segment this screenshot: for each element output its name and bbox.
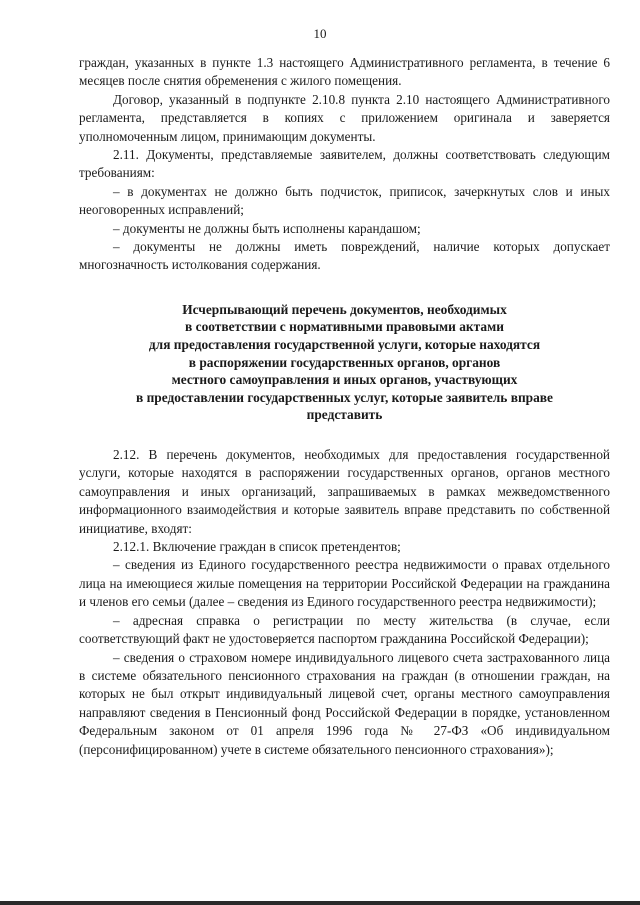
document-list-item: – сведения о страховом номере индивидуального лицевого счета застрахованного лица в системе обязательного пенсионного страхования на граждан (в отношении граждан, на которых не был открыт индивидуальный лицевой счет, органы местного самоуправления направляют сведения в Пенсионный фонд Российской Федерации в порядке, установленном Федеральным законом от 01 апреля 1996 года № 27-ФЗ «Об индивидуальном (персонифицированном) учете в системе обязательного пенсионного страхования»); (79, 649, 610, 757)
document-list-item: – сведения из Единого государственного реестра недвижимости о правах отдельного лица на имеющиеся жилые помещения на территории Российской Федерации на гражданина и членов его семьи (далее – сведения из Единого государственного реестра недвижимости); (79, 557, 610, 610)
page-number: 10 (313, 26, 327, 41)
heading-line: представить (306, 407, 383, 423)
section-heading (79, 301, 610, 424)
paragraph-contract: Договор, указанный в подпункте 2.10.8 пункта 2.10 настоящего Административного регламента, представляется в копиях с приложением оригинала и заверяется уполномоченным лицом, принимающим документы. (79, 91, 610, 144)
paragraph-2-11: 2.11. Документы, представляемые заявителем, должны соответствовать следующим требованиям: (79, 147, 610, 181)
paragraph-2-12-1: 2.12.1. Включение граждан в список претендентов; (113, 539, 401, 555)
heading-line: для предоставления государственной услуги, которые находятся (148, 337, 541, 353)
heading-line: в соответствии с нормативными правовыми актами (185, 319, 504, 335)
requirement-item: – в документах не должно быть подчисток, приписок, зачеркнутых слов и иных неоговоренных исправлений; (79, 183, 610, 218)
heading-line: местного самоуправления и иных органов, участвующих (171, 372, 518, 388)
paragraph-continuation: граждан, указанных в пункте 1.3 настоящего Административного регламента, в течение 6 месяцев после снятия обременения с жилого помещения. (79, 55, 610, 89)
heading-line: Исчерпывающий перечень документов, необходимых (182, 301, 507, 317)
requirement-item: – документы не должны иметь повреждений, наличие которых допускает многозначность истолкования содержания. (79, 239, 610, 273)
paragraph-2-12: 2.12. В перечень документов, необходимых для предоставления государственной услуги, которые находятся в распоряжении государственных органов, органов местного самоуправления и иных организаций, запрашиваемых в рамках межведомственного информационного взаимодействия и которые заявитель вправе представить по собственной инициативе, входят: (79, 447, 610, 536)
document-list-item: – адресная справка о регистрации по месту жительства (в случае, если соответствующий факт не удостоверяется паспортом гражданина Российской Федерации); (79, 612, 610, 647)
heading-line: в распоряжении государственных органов, органов (188, 354, 501, 370)
scan-bottom-edge (0, 901, 640, 905)
requirement-item: – документы не должны быть исполнены карандашом; (113, 220, 421, 236)
document-body (79, 54, 610, 759)
heading-line: в предоставлении государственных услуг, которые заявитель вправе (135, 389, 553, 405)
